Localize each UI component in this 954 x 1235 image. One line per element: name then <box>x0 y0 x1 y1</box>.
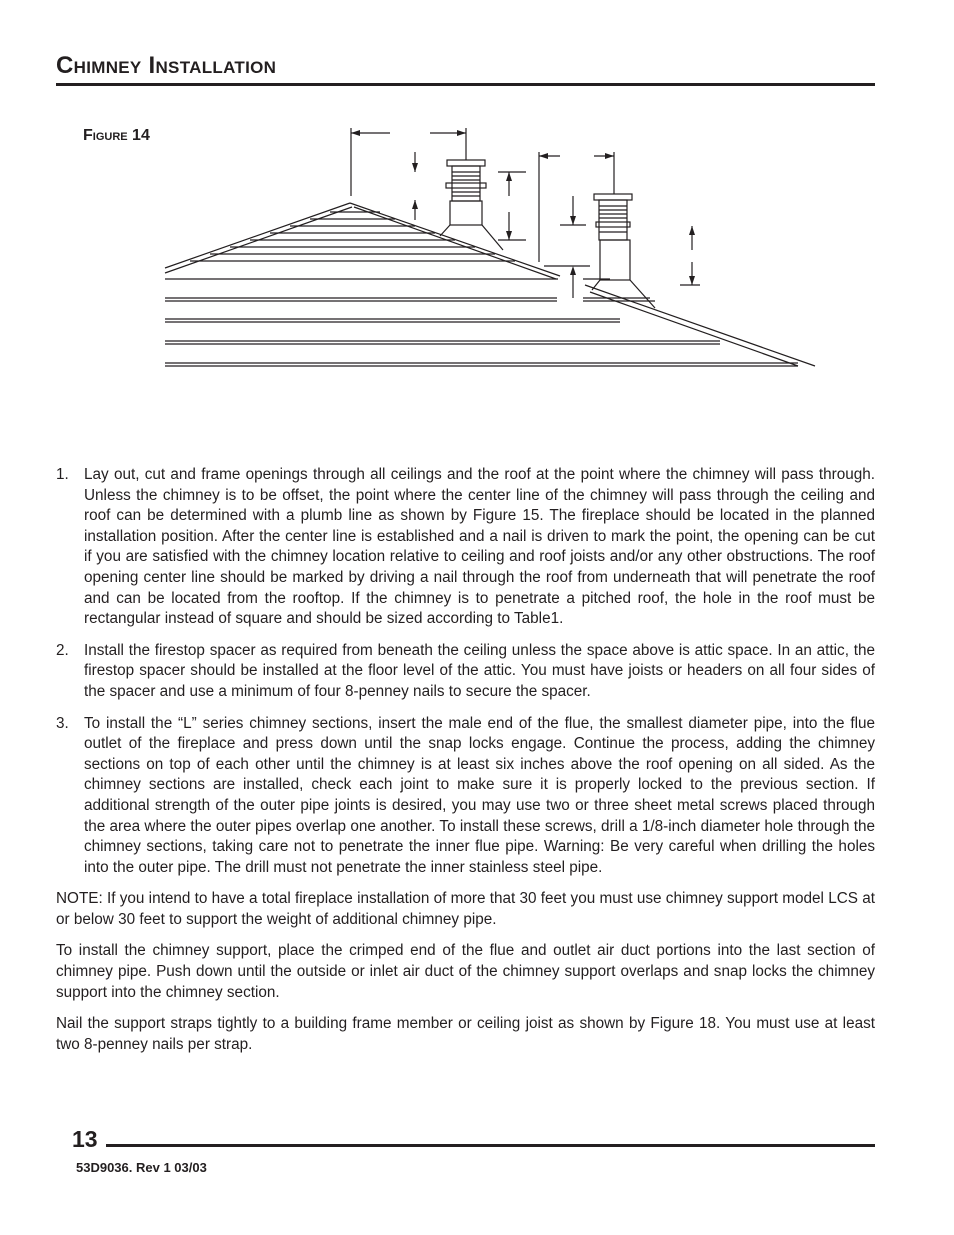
figure-label: Figure 14 <box>83 127 150 144</box>
roof-chimney-figure <box>160 120 825 380</box>
support-paragraph: To install the chimney support, place the crimped end of the flue and outlet air duct portions into the last section of chimney pipe. Push down until the outside or inlet air duct of the chimney support overlaps and snap locks the chimney support into the chimney section. <box>56 942 875 1001</box>
document-id: 53D9036. Rev 1 03/03 <box>76 1160 207 1175</box>
instructions <box>56 465 875 1066</box>
page-number: 13 <box>72 1126 98 1152</box>
straps-paragraph: Nail the support straps tightly to a building frame member or ceiling joist as shown by Figure 18. You must use at least two 8-penney nails per strap. <box>56 1015 875 1053</box>
note-paragraph: NOTE: If you intend to have a total fireplace installation of more that 30 feet you must use chimney support model LCS at or below 30 feet to support the weight of additional chimney pipe. <box>56 890 875 928</box>
page-title: Chimney Installation <box>56 52 277 79</box>
step-text: To install the “L” series chimney sections, insert the male end of the flue, the smallest diameter pipe, into the flue outlet of the fireplace and press down until the snap locks engage. Continue the process, adding the chimney sections on top of each other until the chimney is at least six inches above the roof opening on all sided. As the chimney sections are installed, check each joint to make sure it is properly locked to the previous section. If additional strength of the outer pipe joints is desired, you may use two or three sheet metal screws placed through the area where the outer pipes overlap one another. To install these screws, drill a 1/8-inch diameter hole through the chimney sections, taking care not to penetrate the inner flue pipe. Warning: Be very careful when drilling the holes into the outer pipe. The drill must not penetrate the inner stainless steel pipe. <box>84 714 875 876</box>
step-number: 3. <box>56 714 69 732</box>
title-rule <box>56 83 875 86</box>
steps-list <box>56 465 875 878</box>
footer-rule <box>106 1144 875 1147</box>
list-item <box>56 465 875 630</box>
step-number: 2. <box>56 641 69 659</box>
step-number: 1. <box>56 466 69 483</box>
list-item <box>56 641 875 703</box>
step-text: Lay out, cut and frame openings through all ceilings and the roof at the point where the chimney will pass through. Unless the chimney is to be offset, the point where the center line of the chimney will pass through the ceiling and roof can be determined with a plumb line as shown by Figure 15. The fireplace should be located in the planned installation position. After the center line is established and a nail is driven to mark the point, the opening can be cut if you are satisfied with the chimney location relative to ceiling and roof joists and/or any other obstructions. The roof opening center line should be marked by driving a nail through the roof from underneath that will penetrate the roof and can be located from the rooftop. If the chimney is to penetrate a pitched roof, the hole in the roof must be rectangular instead of square and should be sized according to Table1. <box>84 466 875 628</box>
list-item <box>56 714 875 879</box>
step-text: Install the firestop spacer as required from beneath the ceiling unless the space above is attic space. In an attic, the firestop spacer should be installed at the floor level of the attic. You must have joists or headers on all four sides of the spacer and use a minimum of four 8-penney nails to secure the spacer. <box>84 641 875 700</box>
